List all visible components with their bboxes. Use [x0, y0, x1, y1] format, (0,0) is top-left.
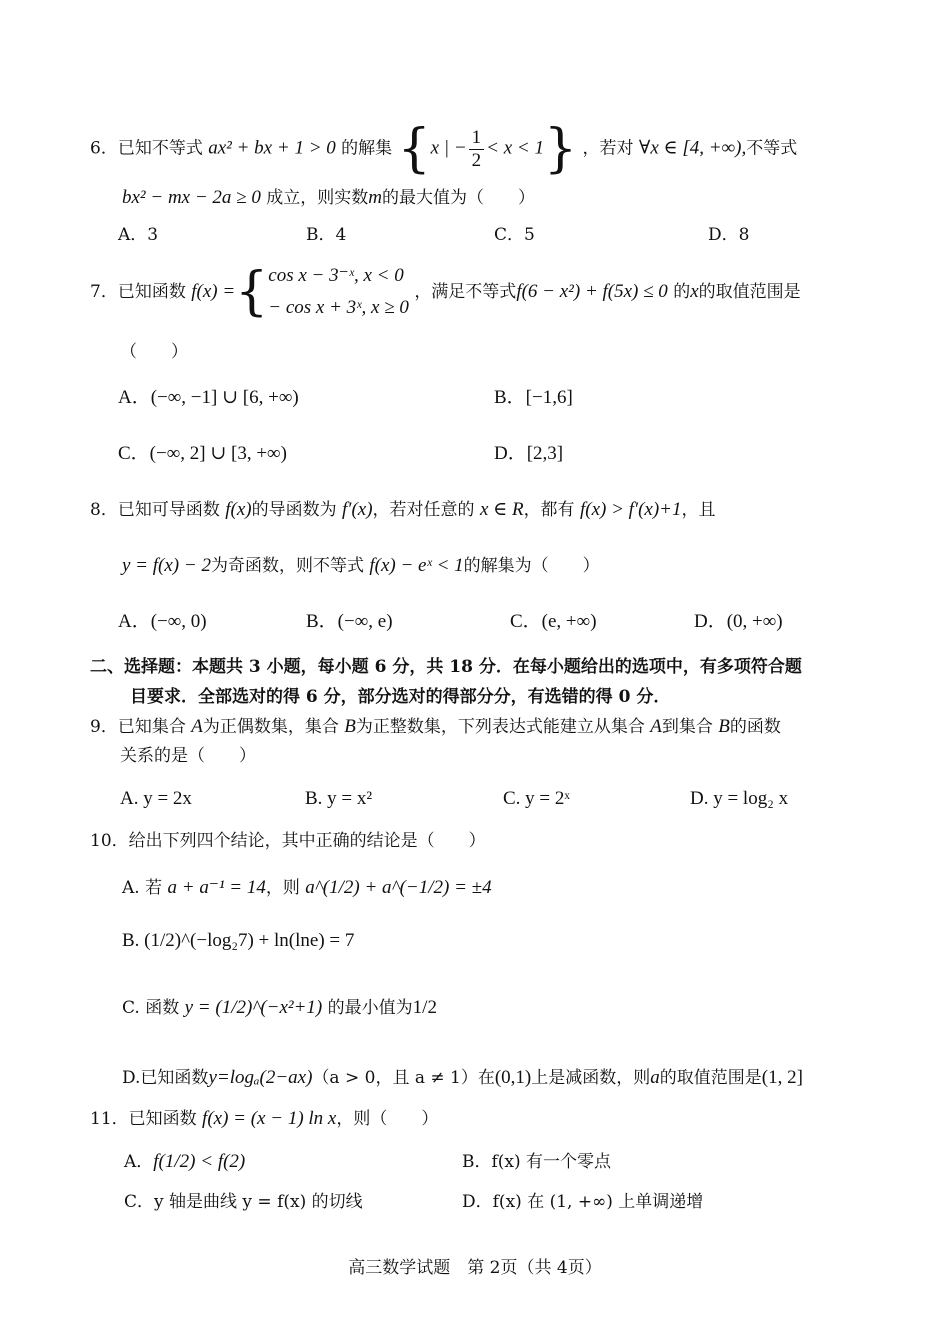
q6-text1: 已知不等式: [117, 138, 203, 159]
q9-B2: B: [718, 716, 730, 737]
q10-option-c-post: 的最小值为: [327, 998, 413, 1018]
q8-line1: [90, 498, 716, 522]
q11-option-d-expr: f(x) 在 (1, +∞) 上单调递增: [492, 1192, 704, 1212]
page-footer: 高三数学试题 第 2页（共 4页）: [348, 1258, 602, 1278]
q6-m: m: [368, 187, 382, 208]
q8-text5: ，且: [681, 500, 716, 520]
q10-option-a-mid: ，则: [265, 878, 300, 898]
q9-line1: [90, 715, 781, 739]
q9-text5: 的函数: [729, 717, 781, 737]
q10-option-d-mid2: 上是减函数，则: [531, 1068, 651, 1088]
q7-fx: f(x) =: [191, 281, 236, 302]
q7-x: x: [690, 281, 699, 302]
q7-line1: [90, 260, 801, 330]
q10-text1: 给出下列四个结论，其中正确的结论是（ ）: [128, 831, 486, 851]
q8-option-b: B．(−∞, e): [306, 611, 393, 632]
q11-option-c-expr: y 轴是曲线 y = f(x) 的切线: [154, 1192, 363, 1212]
q10-line1: [90, 829, 486, 853]
q6-number: 6．: [90, 138, 118, 159]
q11-option-b: [462, 1150, 611, 1174]
q10-option-d-cond: （a > 0，且 a ≠ 1）: [312, 1068, 478, 1088]
q7-option-b: B．[−1,6]: [494, 387, 573, 408]
q7-text3: 的: [673, 282, 691, 302]
q11-option-d-prefix: D．: [462, 1192, 493, 1212]
q8-number: 8．: [90, 500, 118, 520]
q11-line1: [90, 1107, 438, 1131]
q10-option-c-expr: y = (1/2)^(−x²+1): [184, 997, 323, 1018]
q6-left-brace: {: [397, 119, 431, 179]
q6-line1: [90, 119, 798, 179]
q10-option-a-eq: a + a⁻¹ = 14: [167, 877, 266, 898]
q8-text4: ，都有: [523, 500, 575, 520]
q8-text1: 已知可导函数: [117, 500, 220, 520]
q9-number: 9．: [90, 717, 118, 737]
q7-piecewise: [268, 260, 409, 324]
q6-forall: ∀x ∈ [4, +∞),: [638, 137, 747, 159]
q6-text3: ，若对: [582, 138, 634, 159]
q7-text4: 的取值范围是: [698, 282, 801, 302]
q11-option-c: [124, 1190, 363, 1214]
q6-right-brace: }: [543, 119, 578, 179]
q10-option-d-prefix: D.已知函数: [122, 1068, 209, 1088]
q10-option-d-a: a: [650, 1067, 660, 1088]
q8-line2: [122, 554, 600, 578]
q7-option-d: D．[2,3]: [494, 443, 564, 464]
q8-xr: x ∈ R: [479, 499, 524, 520]
q8-fpx: f′(x): [342, 499, 373, 520]
q9-option-c: C. y = 2ˣ: [503, 788, 570, 809]
q6-text5: 成立，则实数: [266, 188, 369, 208]
q9-option-a: A. y = 2x: [120, 788, 192, 809]
q7-case2: − cos x + 3ˣ, x ≥ 0: [268, 297, 409, 318]
q8-option-d: D．(0, +∞): [694, 611, 783, 632]
q11-option-d: [462, 1190, 703, 1214]
q10-option-a: [122, 876, 492, 900]
q7-option-a: A．(−∞, −1] ∪ [6, +∞): [118, 387, 299, 408]
q8-text3: ，若对任意的: [372, 500, 475, 520]
q6-text4: 不等式: [746, 138, 798, 159]
q11-option-a-expr: f(1/2) < f(2): [153, 1151, 246, 1172]
q6-text2: 的解集: [341, 138, 393, 159]
q11-option-a-prefix: A．: [124, 1152, 154, 1172]
q9-text3: 为正整数集，下列表达式能建立从集合: [355, 717, 645, 737]
q7-number: 7．: [90, 282, 118, 302]
q10-option-c-prefix: C. 函数: [122, 998, 180, 1018]
q7-case1: cos x − 3⁻ˣ, x < 0: [268, 265, 404, 286]
q10-option-c-value: 1/2: [412, 997, 437, 1018]
q11-option-c-prefix: C．: [124, 1192, 155, 1212]
q10-option-d-post: 的取值范围是: [659, 1068, 762, 1088]
q8-option-c: C．(e, +∞): [510, 611, 597, 632]
q8-text6: 为奇函数，则不等式: [210, 556, 364, 576]
q6-line2: [122, 186, 535, 210]
q11-number: 11．: [90, 1109, 129, 1129]
q9-line2: 关系的是（ ）: [120, 746, 256, 766]
q6-fraction: [469, 127, 485, 172]
q9-text1: 已知集合: [117, 717, 186, 737]
q11-option-b-prefix: B．: [462, 1152, 492, 1172]
q10-option-d-mid: 在: [477, 1068, 495, 1088]
q6-option-d: D．8: [708, 225, 750, 245]
q7-paren: （ ）: [120, 342, 188, 362]
q10-option-d-interval: (0,1): [494, 1067, 532, 1088]
q10-option-b: [122, 929, 354, 953]
q9-option-b: B. y = x²: [305, 788, 373, 809]
section2-heading: 二、选择题：本题共 3 小题，每小题 6 分，共 18 分．在每小题给出的选项中，有多项符合题: [90, 657, 802, 677]
q11-option-a: [124, 1150, 245, 1174]
q10-option-c: [122, 996, 437, 1020]
q8-y: y = f(x) − 2: [122, 555, 211, 576]
q7-text1: 已知函数: [117, 282, 186, 302]
q6-frac-num: 1: [469, 127, 485, 150]
q8-text7: 的解集为（ ）: [463, 556, 600, 576]
q6-option-c: C．5: [494, 225, 535, 245]
q9-A: A: [191, 716, 203, 737]
q9-B: B: [344, 716, 356, 737]
q8-inequality: f(x) > f′(x)+1: [579, 499, 682, 520]
q9-text4: 到集合: [661, 717, 713, 737]
q6-option-b: B．4: [306, 225, 347, 245]
q11-function: f(x) = (x − 1) ln x: [202, 1108, 337, 1129]
section2-heading-cont: 目要求．全部选对的得 6 分，部分选对的得部分分，有选错的得 0 分．: [130, 687, 671, 707]
q7-inequality: f(6 − x²) + f(5x) ≤ 0: [516, 281, 668, 302]
q8-option-a: A．(−∞, 0): [118, 611, 207, 632]
q9-A2: A: [650, 716, 662, 737]
q6-text6: 的最大值为（ ）: [382, 188, 535, 208]
q6-inequality: ax² + bx + 1 > 0: [208, 137, 336, 159]
q6-frac-den: 2: [471, 149, 482, 171]
q8-text2: 的导函数为: [251, 500, 337, 520]
q6-set-rhs: < x < 1: [486, 137, 544, 159]
q10-option-d: [122, 1066, 803, 1090]
q6-set-lhs: x | −: [430, 137, 467, 159]
q10-option-a-prefix: A. 若: [122, 878, 163, 898]
q7-brace: {: [235, 262, 269, 322]
q10-option-d-range: (1, 2]: [761, 1067, 803, 1088]
q11-option-b-expr: f(x) 有一个零点: [491, 1152, 612, 1172]
q9-text2: 为正偶数集，集合: [202, 717, 339, 737]
q7-text2: ，满足不等式: [414, 282, 517, 302]
q11-text1: 已知函数: [128, 1109, 197, 1129]
q10-option-b-expr: B. (1/2)^(−log₂7) + ln(lne) = 7: [122, 930, 355, 951]
q11-text2: ，则（ ）: [336, 1109, 439, 1129]
q8-inequality2: f(x) − eˣ < 1: [369, 555, 464, 576]
q6-option-a: A．3: [118, 225, 159, 245]
q10-option-a-result: a^(1/2) + a^(−1/2) = ±4: [305, 877, 492, 898]
q7-option-c: C．(−∞, 2] ∪ [3, +∞): [118, 443, 287, 464]
q9-option-d: D. y = log₂ x: [690, 788, 789, 809]
q6-inequality2: bx² − mx − 2a ≥ 0: [122, 187, 261, 208]
q8-fx: f(x): [225, 499, 252, 520]
q10-option-d-fn: y=logₐ(2−ax): [208, 1067, 313, 1088]
q10-number: 10．: [90, 831, 129, 851]
